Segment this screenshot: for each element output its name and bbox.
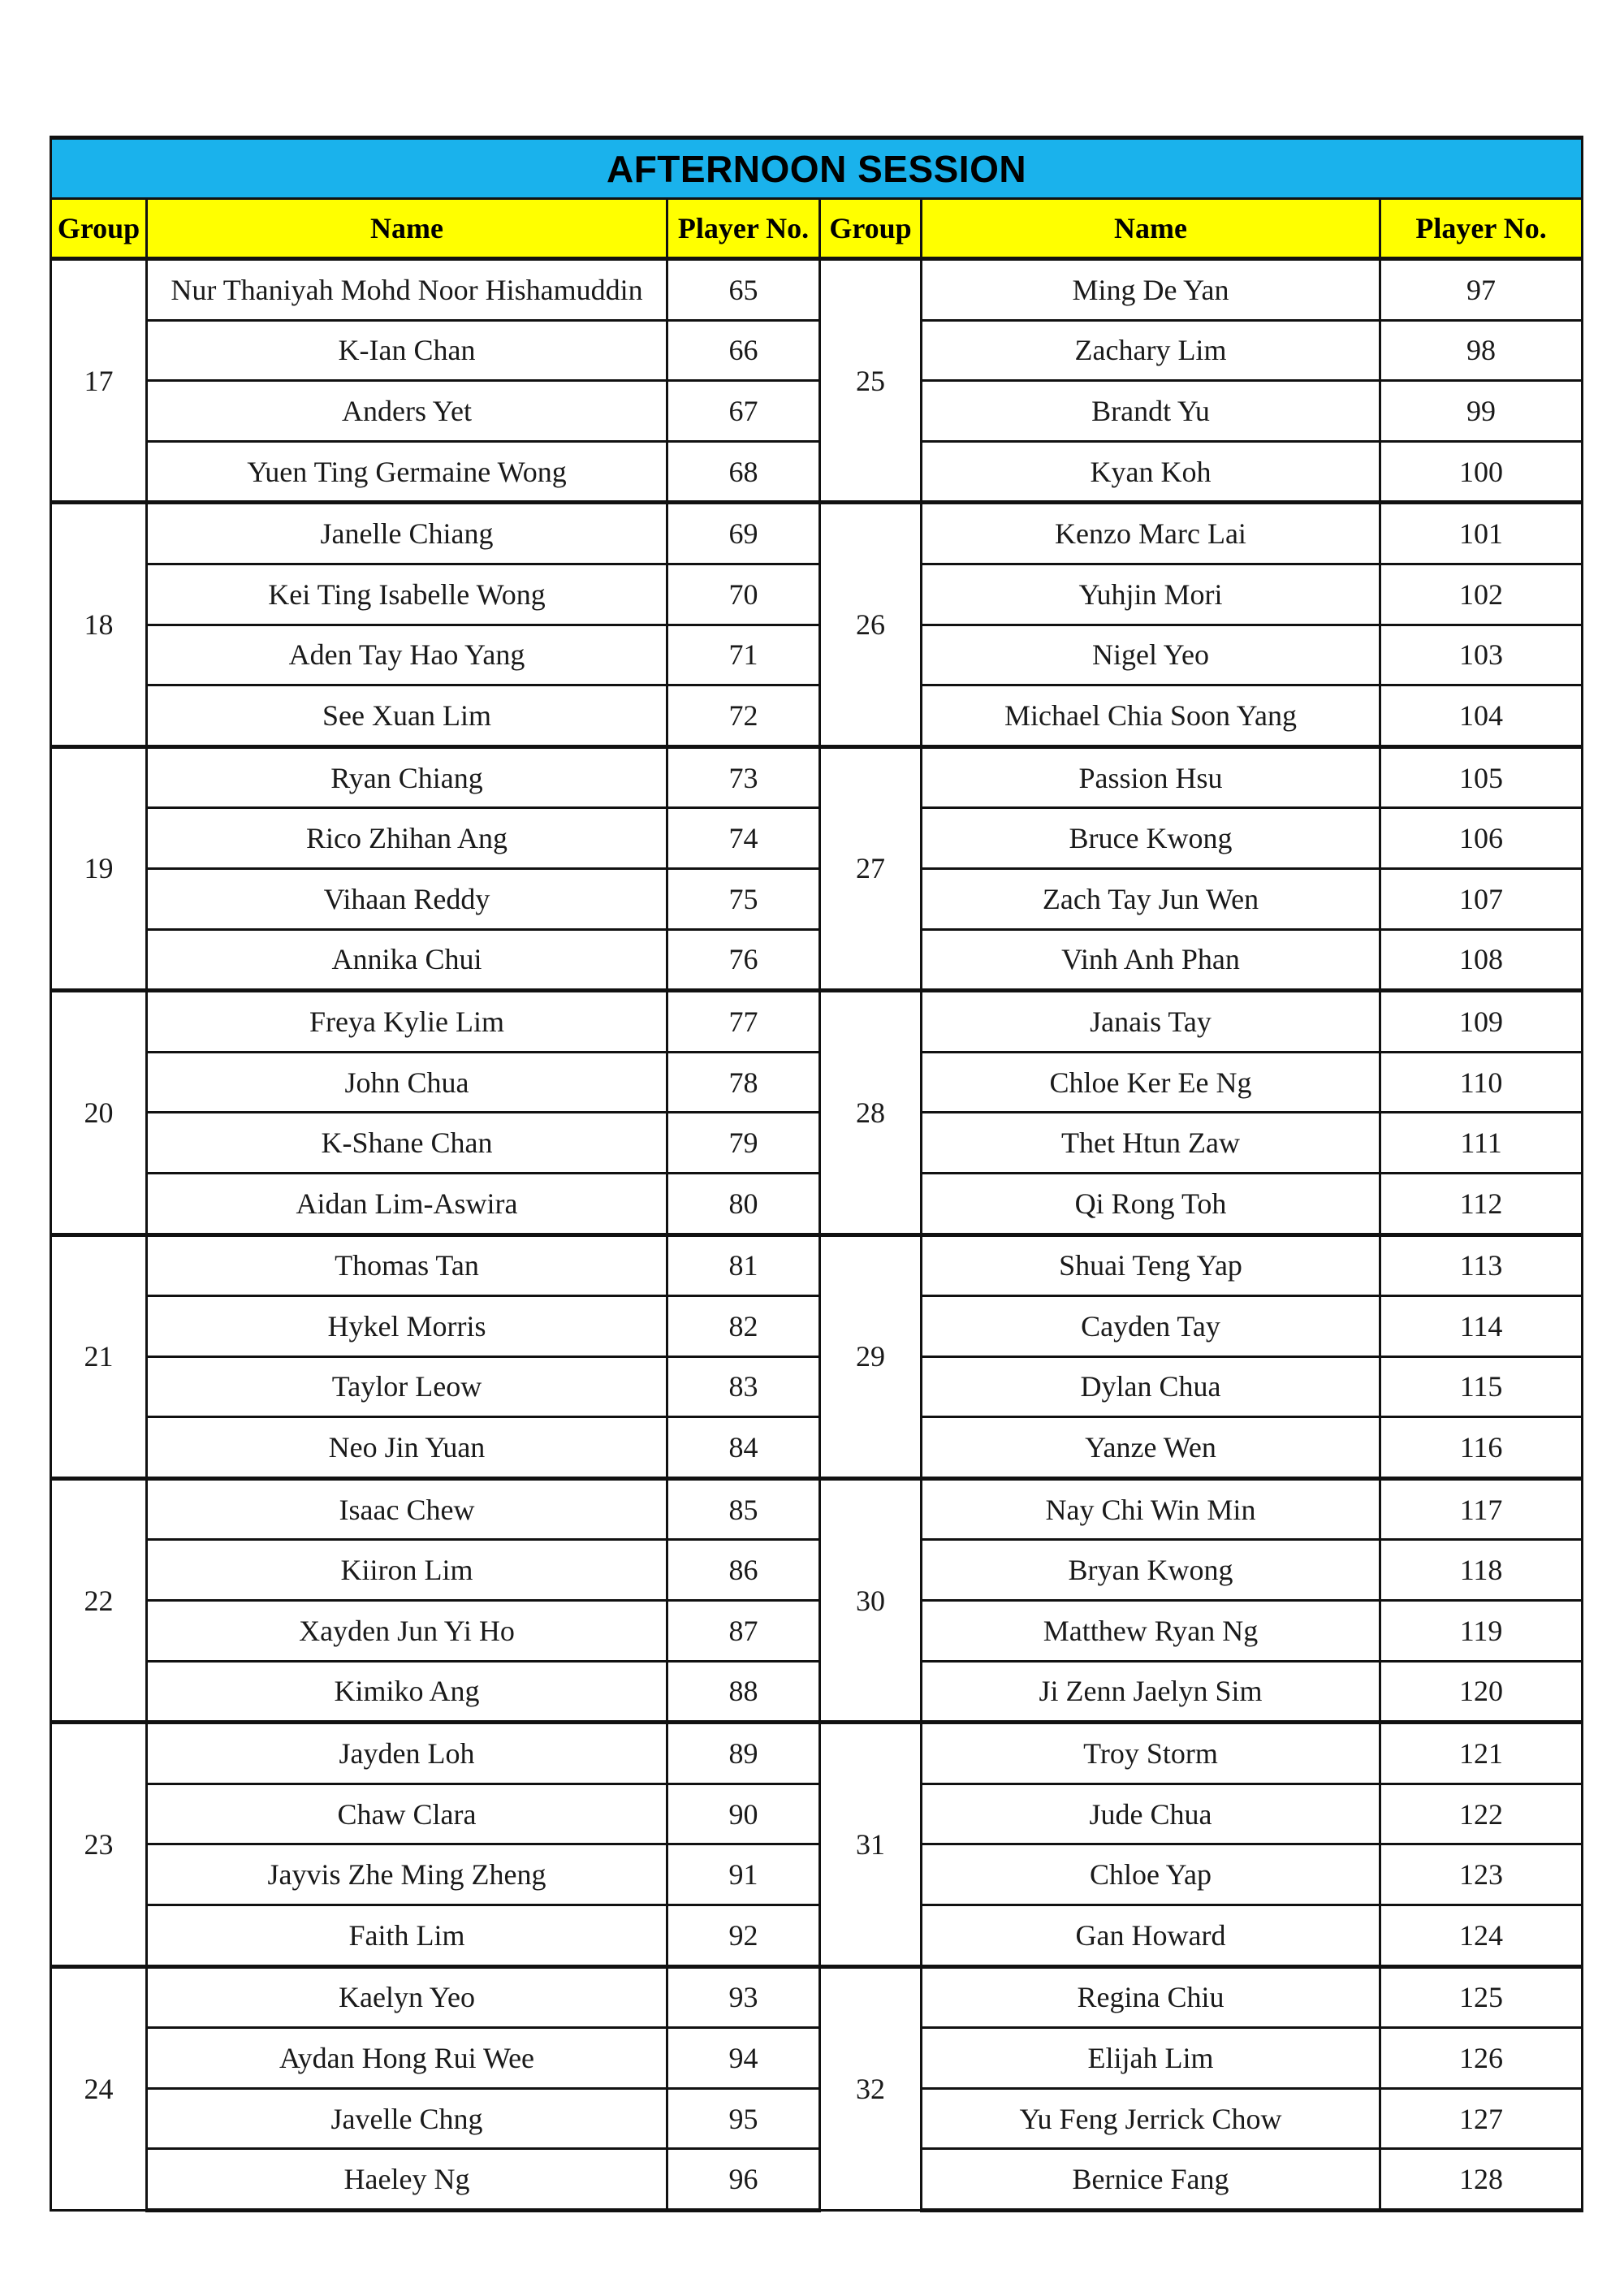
player-number: 82 <box>667 1296 820 1357</box>
player-name: Annika Chui <box>147 929 667 991</box>
table-row <box>51 1234 1583 1296</box>
player-number: 107 <box>1380 868 1583 929</box>
group-number: 18 <box>51 503 147 746</box>
player-name: Nigel Yeo <box>922 625 1380 685</box>
table-row <box>51 808 1583 869</box>
player-number: 77 <box>667 991 820 1053</box>
table-row <box>51 1723 1583 1784</box>
table-row <box>51 2028 1583 2089</box>
player-number: 81 <box>667 1234 820 1296</box>
player-name: Zachary Lim <box>922 320 1380 381</box>
player-name: Haeley Ng <box>147 2149 667 2211</box>
player-number: 67 <box>667 381 820 442</box>
player-name: Vinh Anh Phan <box>922 929 1380 991</box>
player-number: 94 <box>667 2028 820 2089</box>
table-row <box>51 259 1583 321</box>
player-no-header: Player No. <box>667 199 820 259</box>
name-header: Name <box>147 199 667 259</box>
table-row <box>51 320 1583 381</box>
group-header-right: Group <box>820 199 922 259</box>
player-name: Kiiron Lim <box>147 1540 667 1601</box>
player-number: 127 <box>1380 2088 1583 2149</box>
group-number: 30 <box>820 1478 922 1722</box>
player-number: 85 <box>667 1478 820 1540</box>
player-name: Elijah Lim <box>922 2028 1380 2089</box>
player-number: 93 <box>667 1966 820 2028</box>
player-name: Jayvis Zhe Ming Zheng <box>147 1844 667 1905</box>
player-name: Bruce Kwong <box>922 808 1380 869</box>
group-number: 31 <box>820 1723 922 1966</box>
player-name: Aydan Hong Rui Wee <box>147 2028 667 2089</box>
player-number: 68 <box>667 441 820 503</box>
player-name: Cayden Tay <box>922 1296 1380 1357</box>
table-row <box>51 2149 1583 2211</box>
player-name: Brandt Yu <box>922 381 1380 442</box>
player-number: 116 <box>1380 1417 1583 1479</box>
player-number: 101 <box>1380 503 1583 564</box>
player-number: 86 <box>667 1540 820 1601</box>
group-number: 26 <box>820 503 922 746</box>
table-body <box>51 259 1583 2211</box>
player-name: Kaelyn Yeo <box>147 1966 667 2028</box>
player-name: Ryan Chiang <box>147 746 667 808</box>
group-number: 32 <box>820 1966 922 2210</box>
player-number: 109 <box>1380 991 1583 1053</box>
player-name: John Chua <box>147 1052 667 1113</box>
table-row <box>51 1296 1583 1357</box>
player-number: 84 <box>667 1417 820 1479</box>
player-number: 72 <box>667 685 820 747</box>
player-name: Kyan Koh <box>922 441 1380 503</box>
player-number: 88 <box>667 1661 820 1723</box>
player-name: Aden Tay Hao Yang <box>147 625 667 685</box>
player-number: 87 <box>667 1601 820 1662</box>
table-row <box>51 685 1583 747</box>
player-name: Aidan Lim-Aswira <box>147 1173 667 1234</box>
player-name: Gan Howard <box>922 1905 1380 1967</box>
group-number: 20 <box>51 991 147 1234</box>
player-number: 121 <box>1380 1723 1583 1784</box>
group-number: 27 <box>820 746 922 990</box>
player-name: Thet Htun Zaw <box>922 1113 1380 1174</box>
player-name: Jayden Loh <box>147 1723 667 1784</box>
player-name: Shuai Teng Yap <box>922 1234 1380 1296</box>
player-number: 73 <box>667 746 820 808</box>
group-number: 23 <box>51 1723 147 1966</box>
player-number: 110 <box>1380 1052 1583 1113</box>
player-number: 97 <box>1380 259 1583 321</box>
player-number: 103 <box>1380 625 1583 685</box>
player-name: Yuhjin Mori <box>922 564 1380 625</box>
group-number: 29 <box>820 1234 922 1478</box>
player-name: Hykel Morris <box>147 1296 667 1357</box>
player-name: Vihaan Reddy <box>147 868 667 929</box>
player-number: 111 <box>1380 1113 1583 1174</box>
player-name: Qi Rong Toh <box>922 1173 1380 1234</box>
player-name: Freya Kylie Lim <box>147 991 667 1053</box>
player-number: 106 <box>1380 808 1583 869</box>
player-name: Rico Zhihan Ang <box>147 808 667 869</box>
player-name: Neo Jin Yuan <box>147 1417 667 1479</box>
player-name: Bryan Kwong <box>922 1540 1380 1601</box>
group-number: 21 <box>51 1234 147 1478</box>
player-name: Kimiko Ang <box>147 1661 667 1723</box>
player-number: 124 <box>1380 1905 1583 1967</box>
table-row <box>51 1661 1583 1723</box>
table-row <box>51 1173 1583 1234</box>
player-name: Nay Chi Win Min <box>922 1478 1380 1540</box>
player-name: Taylor Leow <box>147 1356 667 1417</box>
player-number: 112 <box>1380 1173 1583 1234</box>
table-row <box>51 1540 1583 1601</box>
table-row <box>51 441 1583 503</box>
player-number: 104 <box>1380 685 1583 747</box>
player-name: Troy Storm <box>922 1723 1380 1784</box>
table-row <box>51 1052 1583 1113</box>
player-number: 83 <box>667 1356 820 1417</box>
table-row <box>51 746 1583 808</box>
player-name: Javelle Chng <box>147 2088 667 2149</box>
table-row <box>51 625 1583 685</box>
player-number: 76 <box>667 929 820 991</box>
player-number: 119 <box>1380 1601 1583 1662</box>
table-row <box>51 503 1583 564</box>
player-number: 95 <box>667 2088 820 2149</box>
player-number: 80 <box>667 1173 820 1234</box>
group-number: 22 <box>51 1478 147 1722</box>
player-number: 113 <box>1380 1234 1583 1296</box>
player-number: 118 <box>1380 1540 1583 1601</box>
player-number: 123 <box>1380 1844 1583 1905</box>
table-row <box>51 1113 1583 1174</box>
table-row <box>51 1844 1583 1905</box>
name-header-right: Name <box>922 199 1380 259</box>
player-number: 74 <box>667 808 820 869</box>
player-number: 115 <box>1380 1356 1583 1417</box>
group-number: 24 <box>51 1966 147 2210</box>
table-row <box>51 381 1583 442</box>
player-number: 79 <box>667 1113 820 1174</box>
player-name: Xayden Jun Yi Ho <box>147 1601 667 1662</box>
player-number: 96 <box>667 2149 820 2211</box>
player-name: Janelle Chiang <box>147 503 667 564</box>
player-number: 89 <box>667 1723 820 1784</box>
table-row <box>51 868 1583 929</box>
player-name: Yu Feng Jerrick Chow <box>922 2088 1380 2149</box>
group-number: 28 <box>820 991 922 1234</box>
player-name: Faith Lim <box>147 1905 667 1967</box>
player-name: See Xuan Lim <box>147 685 667 747</box>
player-name: Chaw Clara <box>147 1784 667 1844</box>
player-name: Kenzo Marc Lai <box>922 503 1380 564</box>
player-name: Thomas Tan <box>147 1234 667 1296</box>
player-number: 69 <box>667 503 820 564</box>
player-no-header-right: Player No. <box>1380 199 1583 259</box>
player-name: Michael Chia Soon Yang <box>922 685 1380 747</box>
player-name: Yanze Wen <box>922 1417 1380 1479</box>
table-row <box>51 1601 1583 1662</box>
table-row <box>51 564 1583 625</box>
player-number: 122 <box>1380 1784 1583 1844</box>
player-number: 75 <box>667 868 820 929</box>
player-number: 92 <box>667 1905 820 1967</box>
player-name: Zach Tay Jun Wen <box>922 868 1380 929</box>
player-name: K-Shane Chan <box>147 1113 667 1174</box>
player-number: 125 <box>1380 1966 1583 2028</box>
table-row <box>51 1356 1583 1417</box>
table-row <box>51 1478 1583 1540</box>
player-number: 78 <box>667 1052 820 1113</box>
player-name: Bernice Fang <box>922 2149 1380 2211</box>
player-name: Ji Zenn Jaelyn Sim <box>922 1661 1380 1723</box>
group-number: 17 <box>51 259 147 503</box>
group-header: Group <box>51 199 147 259</box>
player-number: 70 <box>667 564 820 625</box>
player-number: 120 <box>1380 1661 1583 1723</box>
player-name: Chloe Yap <box>922 1844 1380 1905</box>
player-number: 71 <box>667 625 820 685</box>
player-number: 91 <box>667 1844 820 1905</box>
player-number: 90 <box>667 1784 820 1844</box>
group-number: 19 <box>51 746 147 990</box>
player-name: Isaac Chew <box>147 1478 667 1540</box>
table-row <box>51 991 1583 1053</box>
table-row <box>51 929 1583 991</box>
table-row <box>51 1417 1583 1479</box>
player-number: 65 <box>667 259 820 321</box>
table-row <box>51 1966 1583 2028</box>
player-name: Nur Thaniyah Mohd Noor Hishamuddin <box>147 259 667 321</box>
table-row <box>51 1905 1583 1967</box>
player-number: 66 <box>667 320 820 381</box>
player-name: Kei Ting Isabelle Wong <box>147 564 667 625</box>
group-number: 25 <box>820 259 922 503</box>
player-number: 114 <box>1380 1296 1583 1357</box>
player-number: 99 <box>1380 381 1583 442</box>
player-number: 98 <box>1380 320 1583 381</box>
session-title: AFTERNOON SESSION <box>51 138 1583 199</box>
table-row <box>51 2088 1583 2149</box>
player-name: Passion Hsu <box>922 746 1380 808</box>
player-name: Anders Yet <box>147 381 667 442</box>
session-table <box>50 136 1583 2212</box>
player-name: Chloe Ker Ee Ng <box>922 1052 1380 1113</box>
player-name: Ming De Yan <box>922 259 1380 321</box>
player-number: 100 <box>1380 441 1583 503</box>
player-number: 117 <box>1380 1478 1583 1540</box>
player-name: Dylan Chua <box>922 1356 1380 1417</box>
player-number: 126 <box>1380 2028 1583 2089</box>
player-name: Jude Chua <box>922 1784 1380 1844</box>
table-row <box>51 1784 1583 1844</box>
player-name: Matthew Ryan Ng <box>922 1601 1380 1662</box>
player-number: 108 <box>1380 929 1583 991</box>
player-number: 128 <box>1380 2149 1583 2211</box>
player-name: K-Ian Chan <box>147 320 667 381</box>
player-name: Yuen Ting Germaine Wong <box>147 441 667 503</box>
player-number: 102 <box>1380 564 1583 625</box>
player-name: Regina Chiu <box>922 1966 1380 2028</box>
player-number: 105 <box>1380 746 1583 808</box>
player-name: Janais Tay <box>922 991 1380 1053</box>
